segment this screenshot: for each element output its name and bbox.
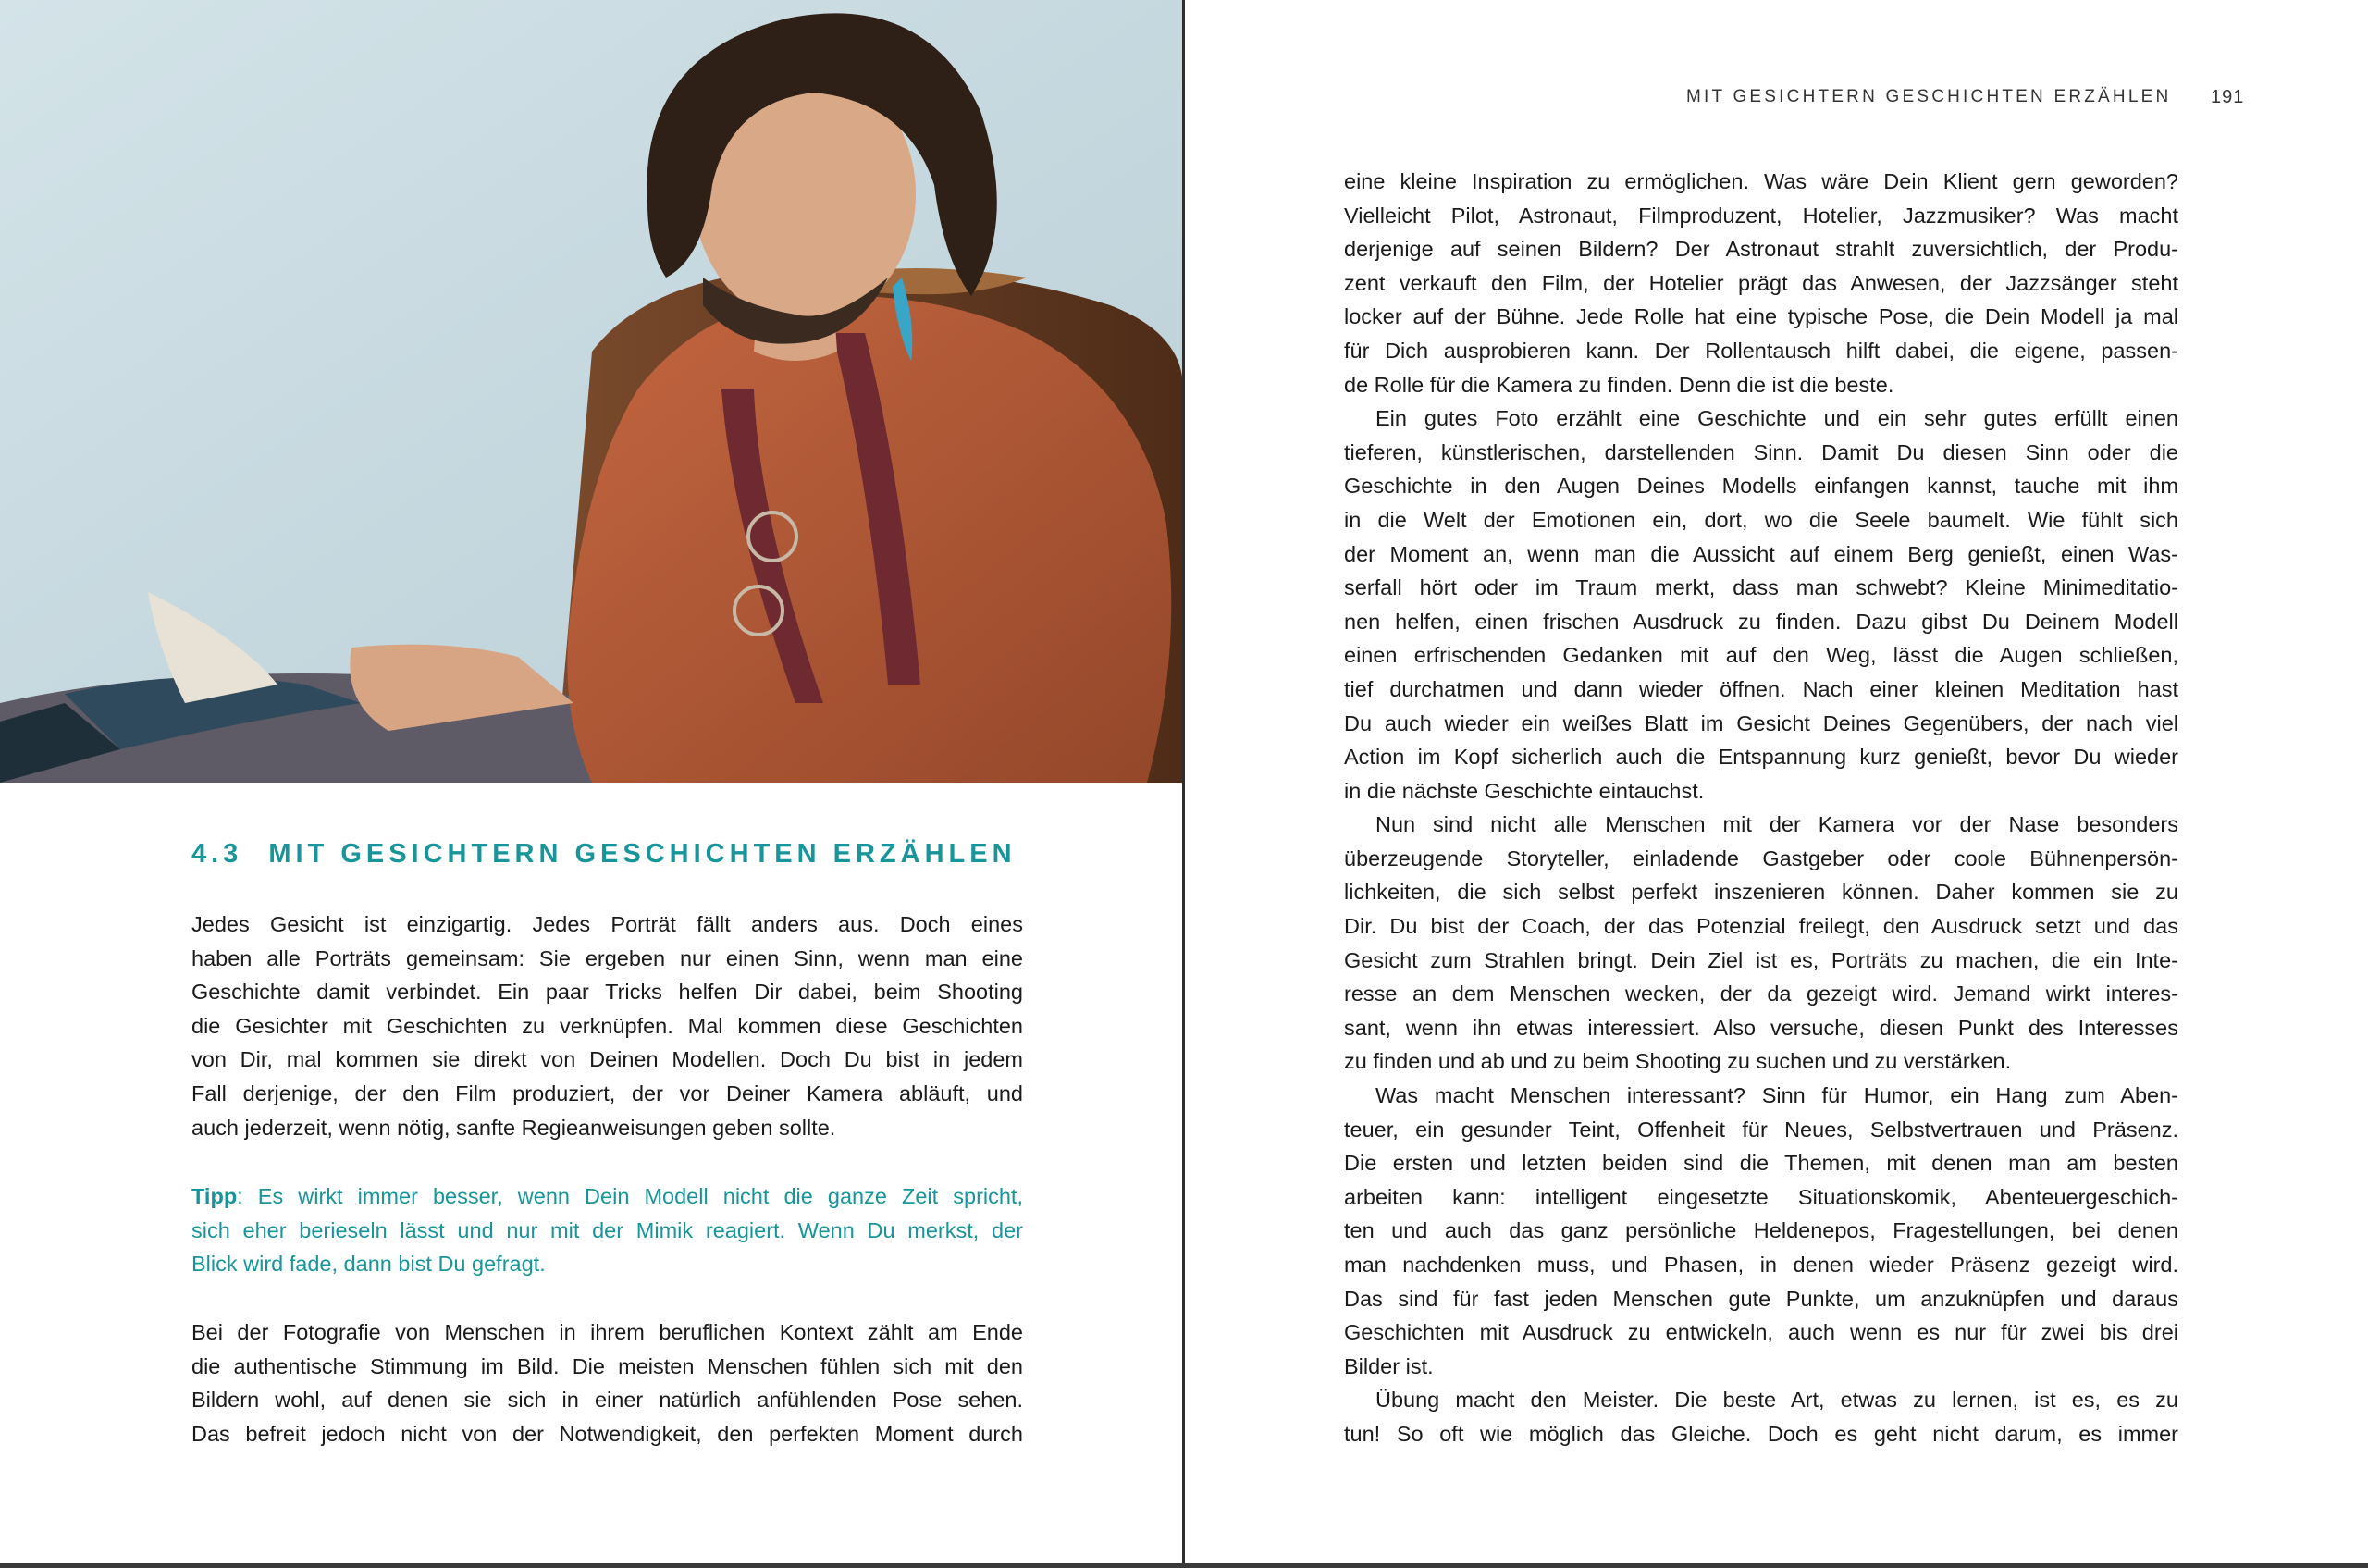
tip-text: : Es wirkt immer besser, wenn Dein Modell nicht die ganze Zeit spricht, [237,1184,1023,1208]
text-line: überzeugende Storyteller, einladende Gastgeber oder coole Bühnenpersön- [1344,846,2178,870]
text-line: in die nächste Geschichte eintauchst. [1344,778,1705,803]
text-line: derjenige auf seinen Bildern? Der Astronaut strahlt zuversichtlich, der Produ- [1344,237,2178,262]
text-line: Du auch wieder ein weißes Blatt im Gesicht Deines Gegenübers, der nach viel [1344,710,2178,735]
text-line: man nachdenken muss, und Phasen, in denen wieder Präsenz gezeigt wird. [1344,1253,2178,1277]
text-line: ten und auch das ganz persönliche Heldenepos, Fragestellungen, bei denen [1344,1218,2178,1243]
text-line: arbeiten kann: intelligent eingesetzte Situationskomik, Abenteuergeschich- [1344,1184,2178,1209]
text-line: haben alle Porträts gemeinsam: Sie ergeben nur einen Sinn, wenn man eine [191,945,1023,970]
text-line: sant, wenn ihn etwas interessiert. Also versuche, diesen Punkt des Interesses [1344,1015,2178,1040]
text-line: der Moment an, wenn man die Aussicht auf einem Berg genießt, einen Was- [1344,541,2178,566]
text-line: Vielleicht Pilot, Astronaut, Filmproduzent, Hotelier, Jazzmusiker? Was macht [1344,203,2178,228]
paragraph-intro [191,907,1023,1144]
text-line: lichkeiten, die sich selbst perfekt inszenieren können. Daher kommen sie zu [1344,880,2178,905]
page-bottom-edge [0,1563,2368,1568]
text-line: für Dich ausprobieren kann. Der Rollentausch hilft dabei, die eigene, passen- [1344,338,2178,363]
text-line: Action im Kopf sicherlich auch die Entspannung kurz genießt, bevor Du wieder [1344,745,2178,770]
text-line: die Gesichter mit Geschichten zu verknüpfen. Mal kommen diese Geschichten [191,1013,1023,1038]
portrait-photo [0,0,1183,783]
text-line: resse an dem Menschen wecken, der da gezeigt wird. Jemand wirkt interes- [1344,982,2178,1006]
text-line: Geschichte damit verbindet. Ein paar Tricks helfen Dir dabei, beim Shooting [191,980,1023,1005]
text-line: Geschichten mit Ausdruck zu entwickeln, auch wenn es nur für zwei bis drei [1344,1320,2178,1345]
text-line: auch jederzeit, wenn nötig, sanfte Regieanweisungen geben sollte. [191,1115,836,1140]
text-line: Dir. Du bist der Coach, der das Potenzial freilegt, den Ausdruck setzt und das [1344,914,2178,939]
text-line: teuer, ein gesunder Teint, Offenheit für Neues, Selbstvertrauen und Präsenz. [1344,1117,2178,1142]
running-head: MIT GESICHTERN GESCHICHTEN ERZÄHLEN [1686,87,2172,106]
text-line: von Dir, mal kommen sie direkt von Deinen Modellen. Doch Du bist in jedem [191,1047,1023,1072]
text-line: tieferen, künstlerischen, darstellenden Sinn. Damit Du diesen Sinn oder die [1344,439,2178,464]
text-line: Das befreit jedoch nicht von der Notwendigkeit, den perfekten Moment durch [191,1421,1023,1446]
text-line: zent verkauft den Film, der Hotelier prägt das Anwesen, der Jazzsänger steht [1344,270,2178,295]
text-line: Blick wird fade, dann bist Du gefragt. [191,1252,546,1277]
section-number: 4.3 [191,839,243,869]
left-page [0,0,1183,1568]
text-line: Übung macht den Meister. Die beste Art, etwas zu lernen, ist es, es zu [1375,1388,2178,1413]
text-line: Die ersten und letzten beiden sind die Themen, mit denen man am besten [1344,1151,2178,1176]
text-line: tun! So oft wie möglich das Gleiche. Doch es geht nicht darum, es immer [1344,1421,2178,1446]
section-heading [191,839,1017,870]
text-line: die authentische Stimmung im Bild. Die meisten Menschen fühlen sich mit den [191,1353,1023,1378]
text-line: tief durchatmen und dann wieder öffnen. Nach einer kleinen Meditation hast [1344,676,2178,701]
text-line: Ein gutes Foto erzählt eine Geschichte und ein sehr gutes erfüllt einen [1375,406,2178,431]
paragraph-roles [1344,165,2178,1451]
text-line: serfall hört oder im Traum merkt, dass man schwebt? Kleine Minimeditatio- [1344,575,2178,600]
text-line: einen erfrischenden Gedanken mit auf den Weg, lässt die Augen schließen, [1344,643,2178,668]
right-page [1185,0,2368,1568]
text-line: Was macht Menschen interessant? Sinn für Humor, ein Hang zum Aben- [1375,1083,2178,1108]
text-line: Das sind für fast jeden Menschen gute Punkte, um anzuknüpfen und daraus [1344,1286,2178,1311]
text-line: Bei der Fotografie von Menschen in ihrem beruflichen Kontext zählt am Ende [191,1320,1023,1344]
page-number: 191 [2211,87,2245,107]
text-line: eine kleine Inspiration zu ermöglichen. Was wäre Dein Klient gern geworden? [1344,169,2178,193]
tip-box [191,1179,1023,1281]
text-line: in die Welt der Emotionen ein, dort, wo die Seele baumelt. Wie fühlt sich [1344,507,2178,532]
text-line: Bilder ist. [1344,1353,1434,1378]
text-line: Nun sind nicht alle Menschen mit der Kamera vor der Nase besonders [1375,812,2178,837]
text-line: Geschichte in den Augen Deines Modells einfangen kannst, tauche mit ihm [1344,474,2178,499]
tip-label: Tipp [191,1184,238,1208]
text-line: Fall derjenige, der den Film produziert, der vor Deiner Kamera abläuft, und [191,1080,1023,1105]
text-line: sich eher berieseln lässt und nur mit der Mimik reagiert. Wenn Du merkst, der [191,1217,1023,1242]
text-line: nen helfen, einen frischen Ausdruck zu finden. Dazu gibst Du Deinem Modell [1344,609,2178,634]
text-line: Bildern wohl, auf denen sie sich in einer natürlich anfühlenden Pose sehen. [191,1388,1023,1413]
text-line: zu finden und ab und zu beim Shooting zu suchen und zu verstärken. [1344,1049,2012,1074]
text-line: locker auf der Bühne. Jede Rolle hat eine typische Pose, die Dein Modell ja mal [1344,304,2178,329]
text-line: Jedes Gesicht ist einzigartig. Jedes Porträt fällt anders aus. Doch eines [191,912,1023,936]
text-line: Gesicht zum Strahlen bringt. Dein Ziel ist es, Porträts zu machen, die ein Inte- [1344,947,2178,972]
paragraph-business [191,1315,1023,1451]
section-title: MIT GESICHTERN GESCHICHTEN ERZÄHLEN [268,839,1017,869]
text-line: de Rolle für die Kamera zu finden. Denn die ist die beste. [1344,372,1894,397]
